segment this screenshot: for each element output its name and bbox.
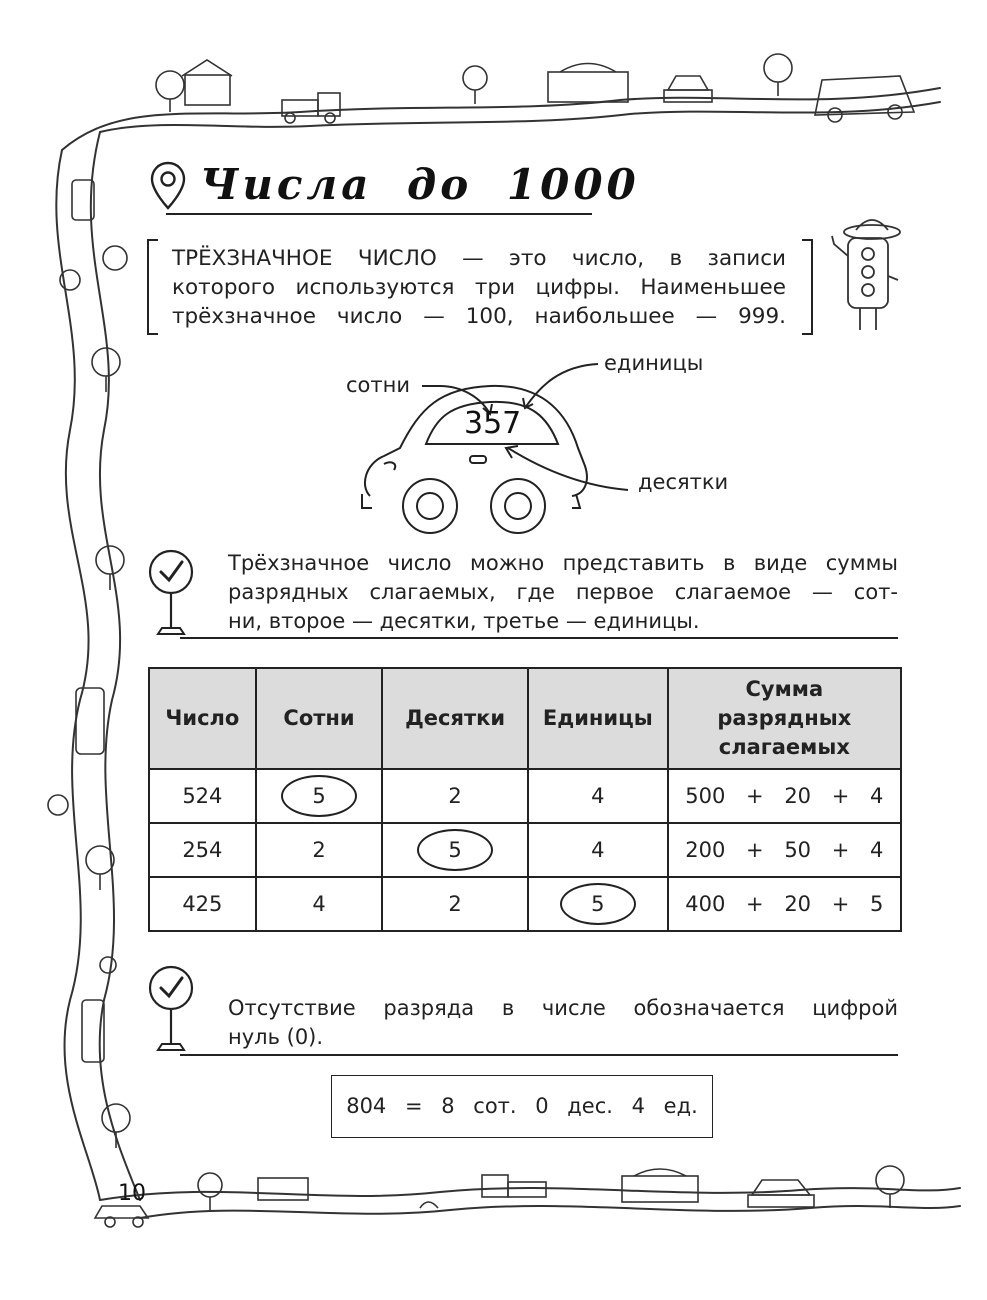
cell-sum: 400 + 20 + 5 — [668, 877, 901, 931]
checkmark-sign-icon — [146, 548, 202, 640]
cell-sum: 500 + 20 + 4 — [668, 769, 901, 823]
cell-tens — [382, 823, 528, 877]
header-number: Число — [149, 668, 256, 769]
header-hundreds: Сотни — [256, 668, 383, 769]
table-row — [149, 823, 901, 877]
note-line: разрядных слагаемых, где первое слагаемое — сот- — [228, 580, 898, 604]
cell-tens: 2 — [382, 877, 528, 931]
cell-hundreds: 2 — [256, 823, 383, 877]
definition-line: трёхзначное число — 100, наибольшее — 999. — [172, 304, 786, 329]
cell-units: 4 — [528, 769, 668, 823]
title-underline — [166, 213, 592, 215]
header-sum-text: Сумма разрядных слагаемых — [717, 677, 852, 759]
definition-line: ТРЁХЗНАЧНОЕ ЧИСЛО — это число, в записи — [172, 246, 786, 271]
circled-digit: 5 — [417, 829, 493, 871]
cell-units: 4 — [528, 823, 668, 877]
location-pin-icon — [148, 160, 188, 212]
note-line: нуль (0). — [228, 1025, 324, 1049]
header-units: Единицы — [528, 668, 668, 769]
label-units: единицы — [604, 351, 704, 375]
checkmark-sign-icon — [146, 962, 202, 1058]
note-zero-digit — [228, 994, 898, 1052]
divider-line — [180, 1054, 898, 1056]
definition-line: которого используются три цифры. Наименьшее — [172, 275, 786, 300]
page-number: 10 — [118, 1181, 146, 1206]
cell-number: 524 — [149, 769, 256, 823]
table-row — [149, 769, 901, 823]
note-line: ни, второе — десятки, третье — единицы. — [228, 609, 700, 633]
traffic-light-mascot-icon — [826, 206, 906, 336]
cell-hundreds — [256, 769, 383, 823]
digits-table — [148, 667, 902, 932]
note-line: Трёхзначное число можно представить в виде суммы — [228, 551, 898, 575]
label-hundreds: сотни — [346, 373, 411, 397]
cell-number: 425 — [149, 877, 256, 931]
definition-text — [172, 244, 786, 331]
car-number: 357 — [464, 406, 522, 441]
note-line: Отсутствие разряда в числе обозначается цифрой — [228, 996, 898, 1020]
cell-units — [528, 877, 668, 931]
cell-hundreds: 4 — [256, 877, 383, 931]
cell-tens: 2 — [382, 769, 528, 823]
header-tens: Десятки — [382, 668, 528, 769]
header-sum — [668, 668, 901, 769]
label-tens: десятки — [638, 470, 729, 494]
cell-number: 254 — [149, 823, 256, 877]
cell-sum: 200 + 50 + 4 — [668, 823, 901, 877]
page-title: Числа до 1000 — [200, 160, 640, 209]
circled-digit: 5 — [281, 775, 357, 817]
note-sum-of-digits — [228, 549, 898, 636]
circled-digit: 5 — [560, 883, 636, 925]
example-box: 804 = 8 сот. 0 дес. 4 ед. — [331, 1075, 713, 1138]
table-row — [149, 877, 901, 931]
table-header-row — [149, 668, 901, 769]
divider-line — [180, 637, 898, 639]
